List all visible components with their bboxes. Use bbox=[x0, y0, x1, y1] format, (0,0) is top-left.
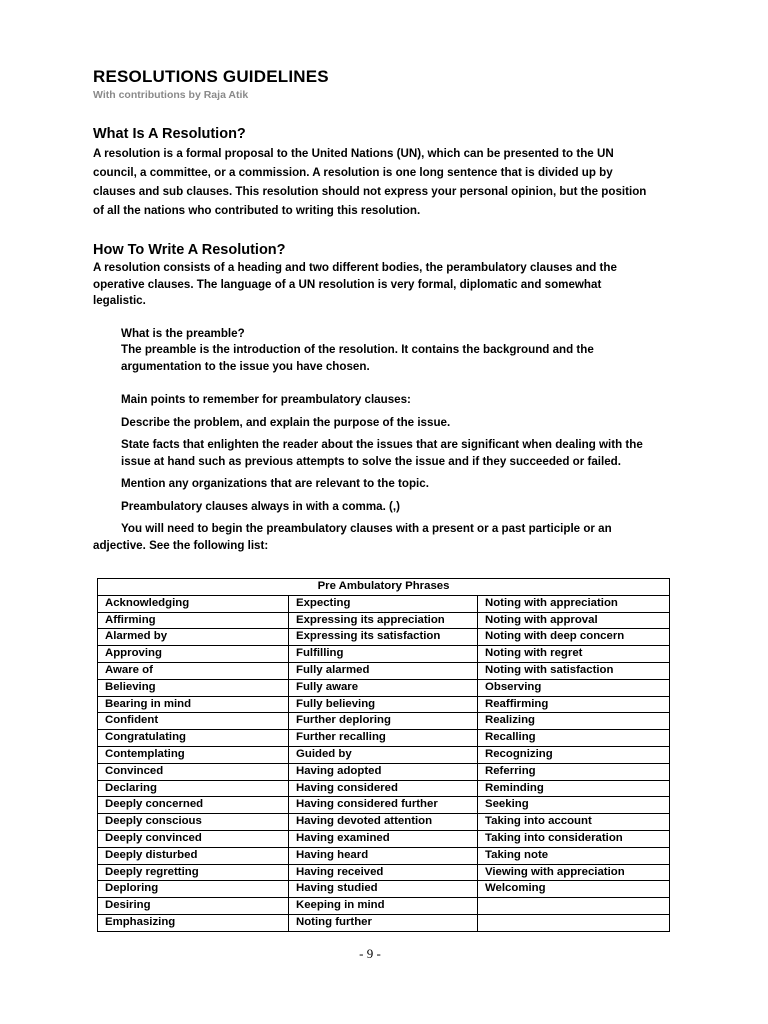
paragraph-line: legalistic. bbox=[93, 294, 146, 307]
table-row bbox=[98, 864, 670, 881]
table-cell: Convinced bbox=[98, 763, 289, 780]
document-subtitle: With contributions by Raja Atik bbox=[93, 89, 249, 101]
paragraph-line: A resolution is a formal proposal to the United Nations (UN), which can be presented to the UN bbox=[93, 147, 614, 160]
table-cell: Acknowledging bbox=[98, 595, 289, 612]
page-number: - 9 - bbox=[359, 946, 381, 961]
table-cell: Having received bbox=[289, 864, 478, 881]
table-cell: Deploring bbox=[98, 881, 289, 898]
preambulatory-phrases-table bbox=[97, 578, 669, 932]
paragraph-line: The preamble is the introduction of the resolution. It contains the background and the bbox=[121, 343, 594, 356]
table-cell: Having adopted bbox=[289, 763, 478, 780]
table-row bbox=[98, 898, 670, 915]
table-cell: Welcoming bbox=[478, 881, 670, 898]
table-cell: Having considered bbox=[289, 780, 478, 797]
table-cell: Keeping in mind bbox=[289, 898, 478, 915]
table-row bbox=[98, 746, 670, 763]
table-cell: Approving bbox=[98, 646, 289, 663]
table-cell: Fully aware bbox=[289, 679, 478, 696]
table-cell: Deeply conscious bbox=[98, 814, 289, 831]
document-title: RESOLUTIONS GUIDELINES bbox=[93, 67, 329, 86]
table-cell: Aware of bbox=[98, 662, 289, 679]
table-row bbox=[98, 847, 670, 864]
section-heading-how-to: How To Write A Resolution? bbox=[93, 242, 286, 258]
table-cell: Observing bbox=[478, 679, 670, 696]
section-what-is-body bbox=[93, 144, 673, 220]
table-row bbox=[98, 881, 670, 898]
table-row bbox=[98, 797, 670, 814]
table-cell: Noting with deep concern bbox=[478, 629, 670, 646]
table-row bbox=[98, 612, 670, 629]
table-cell: Further deploring bbox=[289, 713, 478, 730]
table-cell: Referring bbox=[478, 763, 670, 780]
table-cell: Taking into consideration bbox=[478, 830, 670, 847]
table-row bbox=[98, 713, 670, 730]
table-cell: Congratulating bbox=[98, 730, 289, 747]
preamble-heading: What is the preamble? bbox=[121, 326, 245, 340]
section-how-to-body bbox=[93, 260, 673, 310]
section-heading-what-is: What Is A Resolution? bbox=[93, 126, 246, 142]
table-cell: Having devoted attention bbox=[289, 814, 478, 831]
table-cell: Expecting bbox=[289, 595, 478, 612]
table-body bbox=[98, 595, 670, 931]
table-cell: Having examined bbox=[289, 830, 478, 847]
table-cell: Desiring bbox=[98, 898, 289, 915]
table-row bbox=[98, 830, 670, 847]
table-cell: Fully alarmed bbox=[289, 662, 478, 679]
point-item: State facts that enlighten the reader about the issues that are significant when dealing with the bbox=[121, 438, 643, 451]
table-row bbox=[98, 595, 670, 612]
table-cell: Reminding bbox=[478, 780, 670, 797]
table-cell: Deeply convinced bbox=[98, 830, 289, 847]
table-cell: Confident bbox=[98, 713, 289, 730]
table-row bbox=[98, 814, 670, 831]
table-cell: Seeking bbox=[478, 797, 670, 814]
table-cell: Expressing its satisfaction bbox=[289, 629, 478, 646]
table-cell: Emphasizing bbox=[98, 914, 289, 931]
table-row bbox=[98, 763, 670, 780]
table-header-row bbox=[98, 579, 670, 596]
table-row bbox=[98, 696, 670, 713]
table-row bbox=[98, 646, 670, 663]
table-cell: Recalling bbox=[478, 730, 670, 747]
table-cell: Having studied bbox=[289, 881, 478, 898]
table-cell: Having considered further bbox=[289, 797, 478, 814]
table-cell: Having heard bbox=[289, 847, 478, 864]
table-row bbox=[98, 780, 670, 797]
points-heading: Main points to remember for preambulatory clauses: bbox=[121, 393, 411, 406]
table-cell: Viewing with appreciation bbox=[478, 864, 670, 881]
table-cell: Deeply disturbed bbox=[98, 847, 289, 864]
table-cell: Further recalling bbox=[289, 730, 478, 747]
table-cell: Bearing in mind bbox=[98, 696, 289, 713]
paragraph-line: adjective. See the following list: bbox=[93, 538, 269, 552]
paragraph-line: argumentation to the issue you have chosen. bbox=[121, 359, 370, 373]
table-cell: Recognizing bbox=[478, 746, 670, 763]
table-cell: Contemplating bbox=[98, 746, 289, 763]
table-cell: Taking into account bbox=[478, 814, 670, 831]
table-cell: Deeply regretting bbox=[98, 864, 289, 881]
table-cell: Deeply concerned bbox=[98, 797, 289, 814]
point-item: Preambulatory clauses always in with a comma. (,) bbox=[121, 499, 400, 513]
table-row bbox=[98, 679, 670, 696]
table-cell: Expressing its appreciation bbox=[289, 612, 478, 629]
table-cell: Believing bbox=[98, 679, 289, 696]
document-page bbox=[93, 66, 673, 554]
paragraph-line: operative clauses. The language of a UN resolution is very formal, diplomatic and somewhat bbox=[93, 277, 602, 291]
list-intro bbox=[93, 521, 673, 554]
table-cell: Alarmed by bbox=[98, 629, 289, 646]
table-cell: Noting with approval bbox=[478, 612, 670, 629]
paragraph-line: council, a committee, or a commission. A resolution is one long sentence that is divided up by bbox=[93, 166, 613, 179]
paragraph-line: of all the nations who contributed to writing this resolution. bbox=[93, 204, 421, 217]
table-cell: Noting with regret bbox=[478, 646, 670, 663]
table-cell: Fulfilling bbox=[289, 646, 478, 663]
table-cell: Realizing bbox=[478, 713, 670, 730]
table-cell: Fully believing bbox=[289, 696, 478, 713]
point-item: issue at hand such as previous attempts to solve the issue and if they succeeded or failed. bbox=[121, 454, 621, 468]
table-cell: Guided by bbox=[289, 746, 478, 763]
table-cell: Noting with satisfaction bbox=[478, 662, 670, 679]
table-row bbox=[98, 914, 670, 931]
table-cell bbox=[478, 898, 670, 915]
paragraph-line: A resolution consists of a heading and two different bodies, the perambulatory clauses and the bbox=[93, 261, 617, 274]
table-row bbox=[98, 730, 670, 747]
table-row bbox=[98, 629, 670, 646]
preamble-block bbox=[93, 326, 673, 516]
point-item: Mention any organizations that are relevant to the topic. bbox=[121, 477, 429, 490]
paragraph-line: clauses and sub clauses. This resolution should not express your personal opinion, but the position bbox=[93, 185, 647, 198]
table-cell: Noting further bbox=[289, 914, 478, 931]
point-item: Describe the problem, and explain the purpose of the issue. bbox=[121, 415, 451, 429]
table-header: Pre Ambulatory Phrases bbox=[98, 579, 670, 596]
paragraph-line: You will need to begin the preambulatory clauses with a present or a past participle or an bbox=[121, 522, 612, 535]
table-cell: Taking note bbox=[478, 847, 670, 864]
table-row bbox=[98, 662, 670, 679]
table-cell: Reaffirming bbox=[478, 696, 670, 713]
table-cell: Noting with appreciation bbox=[478, 595, 670, 612]
table-cell: Declaring bbox=[98, 780, 289, 797]
table-cell: Affirming bbox=[98, 612, 289, 629]
table-cell bbox=[478, 914, 670, 931]
